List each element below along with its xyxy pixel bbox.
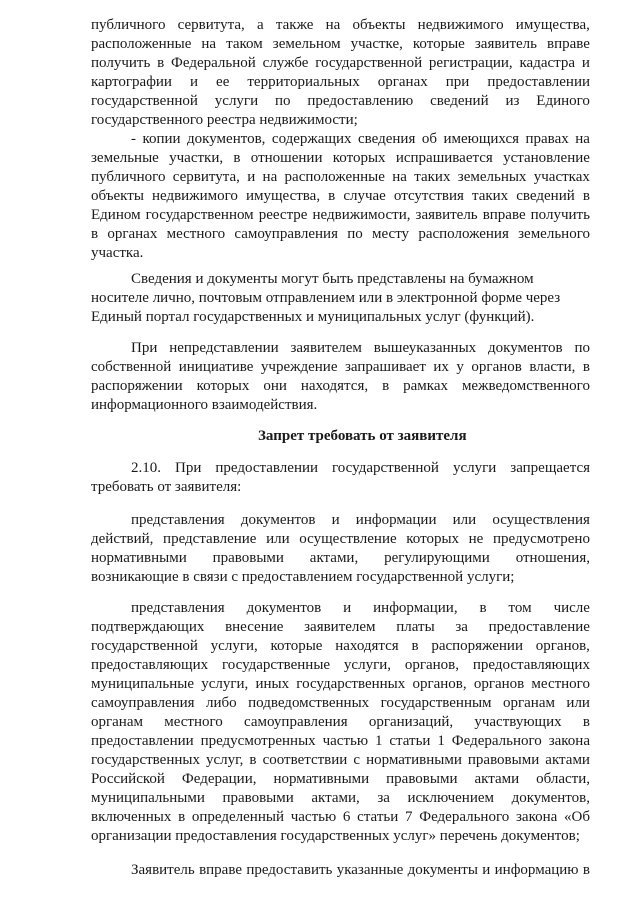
text-line [91, 732, 590, 751]
word: за [377, 790, 390, 806]
word: муниципальными [91, 790, 205, 806]
word: недвижимости, [312, 207, 411, 223]
word: внесение [225, 619, 284, 635]
word: органов, [535, 638, 590, 654]
word: публичного [91, 17, 166, 33]
word: документов, [511, 790, 590, 806]
word: заявитель [415, 207, 478, 223]
word: земельном [272, 36, 341, 52]
word: правах [525, 131, 569, 147]
word: платы [396, 619, 435, 635]
word: собственной [91, 359, 172, 375]
word: При [131, 340, 158, 356]
word: указанные [336, 862, 404, 878]
word: представления [131, 600, 225, 616]
word: по [574, 340, 590, 356]
word: информации, [373, 600, 458, 616]
word: закона [515, 809, 558, 825]
word: актами [474, 771, 520, 787]
word: частью [290, 809, 337, 825]
word: в [411, 638, 419, 654]
word: предоставлении [91, 733, 194, 749]
word: - [131, 131, 136, 147]
word: государственных [91, 752, 200, 768]
text-line [131, 511, 590, 530]
word: услуги, [343, 657, 391, 673]
word: осуществления [492, 512, 590, 528]
word: а [257, 17, 264, 33]
text-line [91, 225, 590, 244]
word: земельных [457, 169, 527, 185]
word: услуги [214, 93, 259, 109]
word: и [482, 862, 491, 878]
word: имущества, [245, 188, 321, 204]
word: рамках [403, 378, 448, 394]
word: том [508, 600, 532, 616]
word: Федерации, [181, 771, 257, 787]
word: исключением [407, 790, 494, 806]
word: нормативными [366, 752, 462, 768]
text-line [91, 637, 590, 656]
word: государственном [145, 207, 254, 223]
word: правовыми [212, 550, 284, 566]
text-line [131, 339, 590, 358]
text-line [91, 789, 590, 808]
text-line [131, 599, 590, 618]
word: которых [406, 531, 460, 547]
word: межведомственного [461, 378, 590, 394]
word: местного [531, 676, 590, 692]
word: информации [355, 512, 437, 528]
word: Едином [91, 207, 141, 223]
word: вправе [482, 207, 526, 223]
word: организаций, [368, 714, 454, 730]
word: «Об [564, 809, 590, 825]
word: в [582, 359, 590, 375]
word: картографии [91, 74, 172, 90]
word: правовыми [467, 752, 540, 768]
word: в [582, 188, 590, 204]
word: участке, [350, 36, 403, 52]
text-line [91, 377, 590, 396]
word: Заявитель [131, 862, 195, 878]
word: по [274, 93, 291, 109]
word: запрашивает [344, 359, 426, 375]
word: за [455, 619, 468, 635]
word: и [331, 512, 340, 528]
word: на [262, 169, 278, 185]
word: местного [164, 714, 223, 730]
text-line [91, 206, 590, 225]
text-line [91, 73, 590, 92]
word: из [505, 93, 520, 109]
word: находятся, [300, 378, 369, 394]
word: и [581, 55, 590, 71]
word: государственной [91, 638, 198, 654]
word: у [456, 359, 464, 375]
word: на [325, 17, 341, 33]
word: предоставлении [487, 74, 590, 90]
text-line: возникающие в связи с предоставлением государственной услуги; [91, 569, 515, 585]
word: таких [471, 188, 509, 204]
word: ее [216, 74, 230, 90]
word: либо [206, 695, 237, 711]
word: в [582, 862, 590, 878]
text-line [91, 751, 590, 770]
word: участки, [169, 150, 224, 166]
text-line [91, 618, 590, 637]
word: в [582, 714, 590, 730]
word: государственным [380, 695, 492, 711]
word: государственных [296, 676, 406, 692]
word: услуги, [201, 676, 249, 692]
word: расположения [418, 226, 509, 242]
word: государственной [332, 460, 439, 476]
word: копии [142, 131, 181, 147]
word: также [275, 17, 314, 33]
word: которых [196, 378, 250, 394]
word: Федеральной [171, 55, 256, 71]
word: по [347, 226, 363, 242]
word: службе [262, 55, 309, 71]
word: объекты [91, 188, 144, 204]
word: актами [545, 752, 590, 768]
word: учреждение [260, 359, 338, 375]
word: действий, [91, 531, 154, 547]
word: находятся [335, 638, 399, 654]
word: недвижимого [417, 17, 504, 33]
word: участвующих [474, 714, 562, 730]
word: недвижимого [151, 188, 238, 204]
text-line [91, 187, 590, 206]
text-line [91, 168, 590, 187]
word: числе [553, 600, 590, 616]
text-line [91, 675, 590, 694]
word: государственные [221, 657, 331, 673]
word: вправе [199, 862, 242, 878]
word: земельные [91, 150, 159, 166]
word: в [178, 809, 186, 825]
word: включенных [91, 809, 172, 825]
text-line [91, 530, 590, 549]
text-line [91, 808, 590, 827]
word: земельного [518, 226, 590, 242]
word: в [91, 226, 99, 242]
word: 2.10. [131, 460, 161, 476]
word: услуг, [206, 752, 244, 768]
word: органах [377, 74, 428, 90]
word: местного [166, 226, 226, 242]
word: подтверждающих [91, 619, 205, 635]
text-line: участка. [91, 245, 144, 261]
word: непредставлении [169, 340, 279, 356]
word: сведений [516, 188, 575, 204]
word: при [445, 74, 470, 90]
word: сервитута, [172, 169, 240, 185]
word: расположенные [91, 36, 192, 52]
text-line [91, 149, 590, 168]
word: нормативными [91, 550, 187, 566]
word: и [247, 169, 256, 185]
word: заявителем [290, 340, 362, 356]
word: государственной [315, 55, 423, 71]
word: таких [414, 169, 451, 185]
word: Российской [91, 771, 165, 787]
text-line: Единый портал государственных и муниципальных услуг (функций). [91, 309, 535, 325]
word: муниципальные [91, 676, 195, 692]
word: самоуправления [244, 714, 348, 730]
word: 7 [404, 809, 413, 825]
text-line [91, 694, 590, 713]
text-line: информационного взаимодействия. [91, 397, 318, 413]
word: месту [372, 226, 410, 242]
word: частью [322, 733, 369, 749]
word: предоставляющих [91, 657, 209, 673]
word: органах [107, 226, 158, 242]
word: актами, [311, 790, 360, 806]
word: их [433, 359, 449, 375]
word: документов [487, 340, 563, 356]
text-line [91, 92, 590, 111]
word: в [479, 600, 487, 616]
word: или [452, 512, 477, 528]
text-line [131, 459, 590, 478]
word: участках [533, 169, 590, 185]
word: объекты [352, 17, 406, 33]
text-line [91, 16, 590, 35]
word: регулирующими [384, 550, 490, 566]
word: сведения [358, 131, 416, 147]
word: представления [131, 512, 225, 528]
word: таком [226, 36, 263, 52]
word: Федерального [451, 733, 542, 749]
word: 1 [437, 733, 445, 749]
word: При [175, 460, 202, 476]
word: на [392, 169, 407, 185]
word: правовыми [222, 790, 294, 806]
word: предоставлению [307, 93, 414, 109]
word: содержащих [271, 131, 352, 147]
word: отсутствия [393, 188, 464, 204]
word: предоставляющих [472, 657, 590, 673]
word: или [266, 531, 290, 547]
word: 1 [374, 733, 383, 749]
word: публичного [91, 169, 166, 185]
word: в [328, 188, 336, 204]
word: предусмотренных [200, 733, 316, 749]
word: которых [332, 150, 386, 166]
word: правовыми [386, 771, 458, 787]
word: расположенные [284, 169, 385, 185]
word: отношении [250, 150, 323, 166]
word: органов, [404, 657, 460, 673]
text-line [91, 713, 590, 732]
word: испрашивается [395, 150, 493, 166]
word: документов [246, 600, 322, 616]
word: на [575, 131, 590, 147]
word: осуществление [299, 531, 397, 547]
text-line: организации предоставления государственных услуг» перечень документов; [91, 828, 580, 844]
text-line: государственного реестра недвижимости; [91, 112, 358, 128]
word: вправе [547, 36, 590, 52]
word: самоуправления [91, 695, 195, 711]
word: иных [255, 676, 290, 692]
text-line: Сведения и документы могут быть представлены на бумажном [131, 271, 534, 287]
word: имеющихся [443, 131, 520, 147]
word: территориальных [247, 74, 360, 90]
word: и [189, 74, 199, 90]
text-line: требовать от заявителя: [91, 479, 242, 495]
word: предоставление [488, 619, 590, 635]
text-line [91, 770, 590, 789]
word: документов, [187, 131, 266, 147]
text-line [131, 130, 590, 149]
word: отношения, [515, 550, 590, 566]
word: подведомственных [248, 695, 370, 711]
word: актами, [309, 550, 359, 566]
word: услуги [452, 460, 497, 476]
word: власти, [529, 359, 576, 375]
section-heading: Запрет требовать от заявителя [258, 428, 467, 444]
word: органам [91, 714, 143, 730]
word: запрещается [510, 460, 590, 476]
word: они [263, 378, 287, 394]
word: услуги, [210, 638, 258, 654]
word: представление [163, 531, 257, 547]
word: регистрации, [428, 55, 513, 71]
word: соответствии [262, 752, 348, 768]
word: в [249, 752, 257, 768]
word: самоуправления [234, 226, 338, 242]
word: получить [530, 207, 590, 223]
word: которые [270, 638, 323, 654]
word: информацию [494, 862, 579, 878]
word: закона [548, 733, 590, 749]
text-line [91, 656, 590, 675]
word: сервитута, [177, 17, 245, 33]
word: документов [240, 512, 316, 528]
word: статьи [357, 809, 399, 825]
word: получить [91, 55, 151, 71]
word: Федерального [419, 809, 510, 825]
word: реестре [258, 207, 308, 223]
word: инициативе [178, 359, 254, 375]
word: заявитель [474, 36, 537, 52]
text-line [91, 549, 590, 568]
word: органов [473, 676, 525, 692]
word: 6 [342, 809, 351, 825]
word: предоставить [246, 862, 333, 878]
word: случае [343, 188, 386, 204]
text-line [91, 358, 590, 377]
word: с [353, 752, 361, 768]
word: распоряжении [91, 378, 183, 394]
word: области, [536, 771, 590, 787]
word: в [382, 378, 390, 394]
word: на [201, 36, 217, 52]
word: которые [412, 36, 465, 52]
text-line [131, 861, 590, 880]
word: государственной [91, 93, 198, 109]
word: установление [503, 150, 590, 166]
word: об [421, 131, 437, 147]
word: сведений [430, 93, 489, 109]
text-line [91, 35, 590, 54]
word: определенный [191, 809, 284, 825]
text-line: носителе лично, почтовым отправлением или в электронной форме через [91, 290, 561, 306]
word: заявителем [304, 619, 376, 635]
word: органов [471, 359, 522, 375]
word: Единого [536, 93, 590, 109]
word: в [157, 55, 165, 71]
word: предусмотрено [492, 531, 590, 547]
word: или [566, 695, 590, 711]
word: не [468, 531, 484, 547]
word: кадастра [519, 55, 576, 71]
word: нормативными [273, 771, 370, 787]
word: и [343, 600, 352, 616]
word: органам [502, 695, 555, 711]
word: органов, [412, 676, 467, 692]
word: документы [407, 862, 478, 878]
word: статьи [389, 733, 431, 749]
word: вышеуказанных [373, 340, 477, 356]
text-line [91, 54, 590, 73]
word: распоряжении [431, 638, 523, 654]
word: предоставлении [215, 460, 319, 476]
word: в [233, 150, 241, 166]
word: имущества, [515, 17, 590, 33]
